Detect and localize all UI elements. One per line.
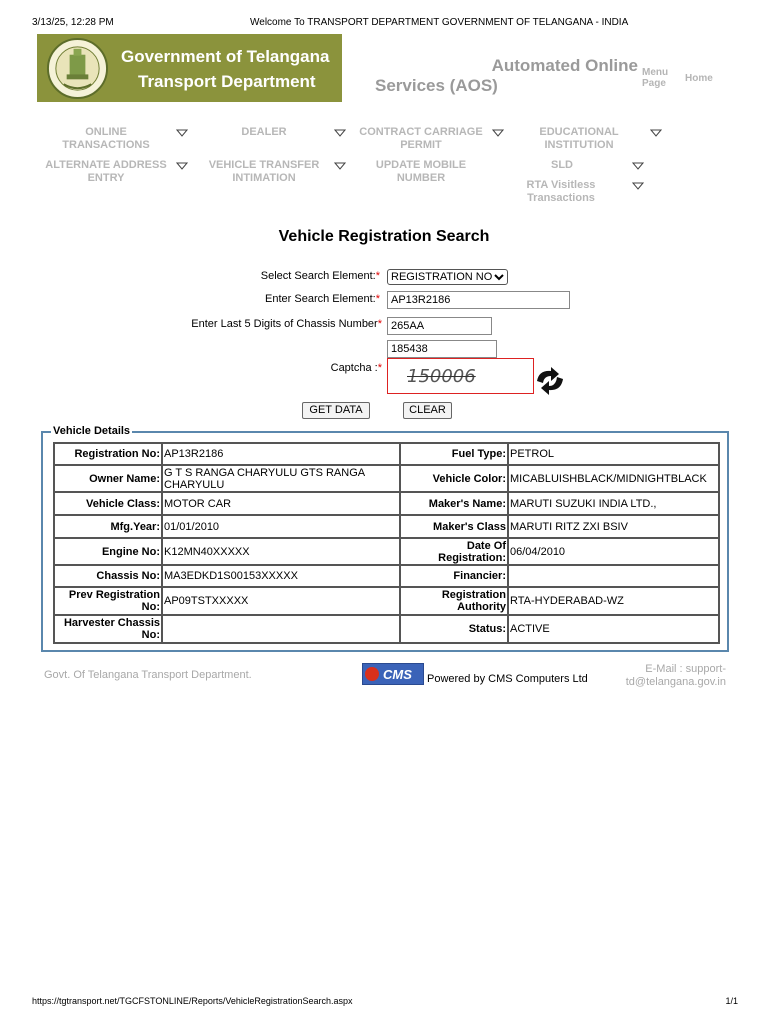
captcha-image [387,358,534,394]
footer-department: Govt. Of Telangana Transport Department. [44,669,252,681]
nav-label: VEHICLE TRANSFER [208,159,320,171]
captcha-input[interactable]: 185438 [387,340,497,358]
required-mark: * [375,293,380,305]
label-text: Captcha : [330,362,378,374]
nav-label: Transactions [527,192,595,204]
search-element-select[interactable] [387,269,508,285]
cms-logo-icon [363,664,423,684]
owner-name-label: Owner Name: [54,465,162,492]
menu-page-label-2: Page [642,78,666,89]
nav-label: INSTITUTION [544,139,614,151]
chevron-down-icon[interactable] [492,129,504,137]
nav-vehicle-transfer-intimation[interactable] [202,159,326,185]
aos-title-line-2: Services (AOS) [375,76,498,95]
email-line-1: E-Mail : support- [645,663,726,675]
vehicle-details-legend: Vehicle Details [53,425,131,437]
nav-label: DEALER [241,126,287,138]
registration-authority-label: Registration Authority [400,587,508,615]
chevron-down-icon [494,273,504,281]
aos-title-line-1: Automated Online [491,56,638,75]
financier-value [508,565,719,587]
makers-class-value: MARUTI RITZ ZXI BSIV [508,515,719,538]
harvester-chassis-no-label: Harvester Chassis No: [54,615,162,643]
fuel-type-label: Fuel Type: [400,443,508,465]
nav-label: RTA Visitless [526,179,596,191]
menu-page-link[interactable] [642,67,674,89]
vehicle-details-table [53,442,720,644]
chevron-down-icon[interactable] [650,129,662,137]
status-value: ACTIVE [508,615,719,643]
financier-label: Financier: [400,565,508,587]
table-row [54,538,719,565]
chevron-down-icon[interactable] [632,182,644,190]
status-label: Status: [400,615,508,643]
chassis-digits-input[interactable]: 265AA [387,317,492,335]
mfg-year-label: Mfg.Year: [54,515,162,538]
captcha-label [331,362,382,374]
table-row [54,492,719,515]
print-page-number: 1/1 [725,996,738,1006]
chevron-down-icon[interactable] [176,129,188,137]
nav-label: EDUCATIONAL [539,126,619,138]
required-mark: * [377,318,382,330]
refresh-captcha-icon[interactable] [533,365,567,397]
table-row [54,465,719,492]
nav-label: NUMBER [396,172,446,184]
makers-class-label: Maker's Class [400,515,508,538]
prev-registration-no-label: Prev Registration No: [54,587,162,615]
label-text: Select Search Element: [260,270,376,282]
select-search-element-label [261,270,380,282]
banner-line-2: Transport Department [138,72,316,91]
registration-authority-value: RTA-HYDERABAD-WZ [508,587,719,615]
nav-update-mobile-number[interactable] [368,159,474,185]
label-text: Enter Last 5 Digits of Chassis Number [191,318,378,330]
chevron-down-icon[interactable] [334,129,346,137]
makers-name-label: Maker's Name: [400,492,508,515]
nav-alternate-address-entry[interactable] [38,159,174,185]
form-title: Vehicle Registration Search [278,228,490,245]
support-email[interactable] [612,663,726,689]
nav-label: INTIMATION [232,172,296,184]
nav-label: SLD [551,159,573,171]
fuel-type-value: PETROL [508,443,719,465]
print-header [32,17,736,31]
owner-name-value: G T S RANGA CHARYULU GTS RANGA CHARYULU [162,465,400,492]
print-url: https://tgtransport.net/TGCFSTONLINE/Reports/VehicleRegistrationSearch.aspx [32,996,353,1006]
cms-logo[interactable] [362,663,424,685]
nav-label: PERMIT [400,139,442,151]
nav-label: ALTERNATE ADDRESS [45,159,167,171]
captcha-text: 150006 [407,366,476,387]
print-datetime: 3/13/25, 12:28 PM [32,17,114,28]
nav-rta-visitless-transactions[interactable] [518,179,604,205]
nav-educational-institution[interactable] [530,126,628,152]
required-mark: * [375,270,380,282]
nav-label: TRANSACTIONS [62,139,150,151]
home-link[interactable]: Home [685,73,713,84]
registration-no-label: Registration No: [54,443,162,465]
vehicle-color-label: Vehicle Color: [400,465,508,492]
nav-label: ENTRY [87,172,125,184]
makers-name-value: MARUTI SUZUKI INDIA LTD., [508,492,719,515]
select-value: REGISTRATION NO [391,271,493,283]
search-element-label [265,293,380,305]
aos-title [370,56,638,96]
telangana-emblem-icon [46,37,109,100]
nav-label: CONTRACT CARRIAGE [359,126,483,138]
cms-logo-text: CMS [383,667,412,682]
search-element-input[interactable]: AP13R2186 [387,291,570,309]
nav-contract-carriage-permit[interactable] [353,126,489,152]
chevron-down-icon[interactable] [632,162,644,170]
engine-no-label: Engine No: [54,538,162,565]
date-of-registration-label: Date Of Registration: [400,538,508,565]
table-row [54,615,719,643]
chassis-digits-label [191,318,382,330]
chevron-down-icon[interactable] [176,162,188,170]
vehicle-color-value: MICABLUISHBLACK/MIDNIGHTBLACK [508,465,719,492]
nav-label: ONLINE [85,126,127,138]
powered-by-text: Powered by CMS Computers Ltd [427,673,588,685]
clear-button[interactable]: CLEAR [403,402,452,419]
department-logo-banner[interactable] [37,34,342,102]
get-data-button[interactable]: GET DATA [302,402,370,419]
mfg-year-value: 01/01/2010 [162,515,400,538]
nav-sld[interactable] [540,159,584,172]
table-row [54,565,719,587]
vehicle-class-label: Vehicle Class: [54,492,162,515]
harvester-chassis-no-value [162,615,400,643]
table-row [54,515,719,538]
label-text: Enter Search Element: [265,293,376,305]
table-row [54,443,719,465]
nav-label: UPDATE MOBILE [375,159,467,171]
engine-no-value: K12MN40XXXXX [162,538,400,565]
nav-dealer[interactable] [230,126,298,139]
vehicle-class-value: MOTOR CAR [162,492,400,515]
banner-line-1: Government of Telangana [121,47,330,66]
chevron-down-icon[interactable] [334,162,346,170]
table-row [54,587,719,615]
prev-registration-no-value: AP09TSTXXXXX [162,587,400,615]
date-of-registration-value: 06/04/2010 [508,538,719,565]
registration-no-value: AP13R2186 [162,443,400,465]
chassis-no-label: Chassis No: [54,565,162,587]
email-line-2: td@telangana.gov.in [625,676,726,688]
nav-online-transactions[interactable] [52,126,160,152]
print-page-title: Welcome To TRANSPORT DEPARTMENT GOVERNMENT OF TELANGANA - INDIA [250,17,629,28]
required-mark: * [377,362,382,374]
chassis-no-value: MA3EDKD1S00153XXXXX [162,565,400,587]
menu-page-label-1: Menu [642,67,669,78]
